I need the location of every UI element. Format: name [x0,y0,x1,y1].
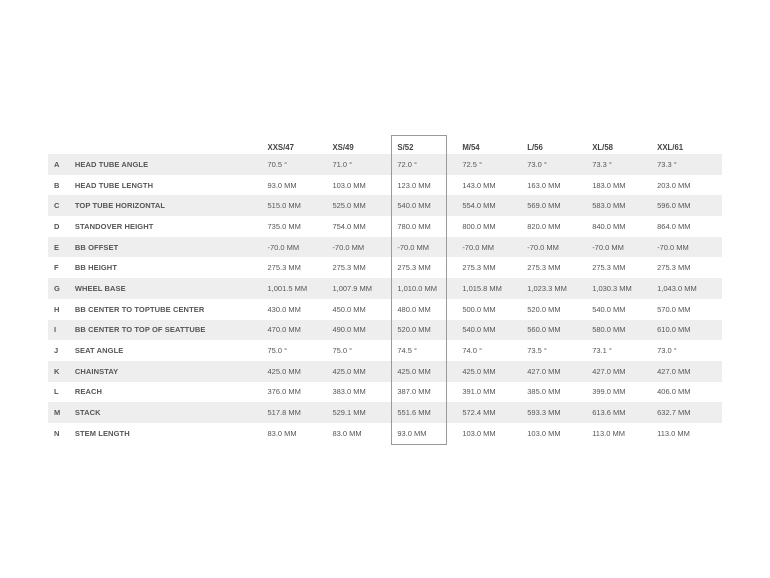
row-letter: C [54,201,60,211]
row-label: HEAD TUBE LENGTH [74,180,154,190]
measurement-cell: 103.0 MM [462,428,496,438]
measurement-cell: 143.0 MM [462,180,496,190]
measurement-cell: 1,010.0 MM [397,283,437,293]
measurement-cell: 427.0 MM [657,366,691,376]
row-letter: J [54,346,59,356]
row-label: SEAT ANGLE [74,346,124,356]
table-row [48,340,722,361]
measurement-cell: 275.3 MM [527,263,561,273]
measurement-cell: 425.0 MM [397,366,431,376]
row-label: BB HEIGHT [74,263,118,273]
measurement-cell: 75.0 ° [332,346,353,356]
table-body [48,154,722,444]
size-header-xs: XS/49 [332,143,354,152]
table-row [48,257,722,278]
measurement-cell: 183.0 MM [592,180,626,190]
measurement-cell: 470.0 MM [267,325,301,335]
measurement-cell: 500.0 MM [462,304,496,314]
measurement-cell: 275.3 MM [462,263,496,273]
table-row [48,175,722,196]
measurement-cell: 72.5 ° [462,159,482,169]
measurement-cell: -70.0 MM [267,242,300,252]
measurement-cell: 551.6 MM [397,408,431,418]
row-letter: N [54,428,60,438]
measurement-cell: 864.0 MM [657,221,691,231]
measurement-cell: 425.0 MM [267,366,301,376]
measurement-cell: 560.0 MM [527,325,561,335]
row-label: REACH [74,387,103,397]
measurement-cell: 103.0 MM [332,180,366,190]
measurement-cell: 399.0 MM [592,387,626,397]
row-label: TOP TUBE HORIZONTAL [74,201,166,211]
measurement-cell: 540.0 MM [397,201,431,211]
measurement-cell: 525.0 MM [332,201,366,211]
measurement-cell: 1,015.8 MM [462,283,502,293]
row-label: BB OFFSET [74,242,119,252]
table-row [48,216,722,237]
measurement-cell: 93.0 MM [267,180,297,190]
measurement-cell: 425.0 MM [332,366,366,376]
table-row [48,299,722,320]
size-header-l: L/56 [527,143,543,152]
row-letter: G [54,283,60,293]
row-label: HEAD TUBE ANGLE [74,159,149,169]
measurement-cell: -70.0 MM [397,242,430,252]
row-label: STEM LENGTH [74,428,130,438]
row-letter: B [54,180,60,190]
measurement-cell: 540.0 MM [592,304,626,314]
measurement-cell: 540.0 MM [462,325,496,335]
measurement-cell: 73.3 ° [657,159,677,169]
measurement-cell: 569.0 MM [527,201,561,211]
measurement-cell: 74.0 ° [462,346,482,356]
row-label: WHEEL BASE [74,283,126,293]
measurement-cell: 75.0 ° [267,346,288,356]
row-letter: E [54,242,60,252]
measurement-cell: 163.0 MM [527,180,561,190]
measurement-cell: 820.0 MM [527,221,561,231]
measurement-cell: 529.1 MM [332,408,366,418]
table-row [48,423,722,444]
measurement-cell: 73.0 ° [527,159,547,169]
table-row [48,382,722,403]
measurement-cell: 73.1 ° [592,346,612,356]
size-header-m: M/54 [462,143,480,152]
measurement-cell: 391.0 MM [462,387,496,397]
measurement-cell: 406.0 MM [657,387,691,397]
size-header-xl: XL/58 [592,143,613,152]
measurement-cell: 275.3 MM [657,263,691,273]
size-header-xxl: XXL/61 [657,143,684,152]
table-row [48,361,722,382]
measurement-cell: -70.0 MM [332,242,365,252]
measurement-cell: 70.5 ° [267,159,288,169]
measurement-cell: 275.3 MM [592,263,626,273]
measurement-cell: 1,001.5 MM [267,283,308,293]
row-letter: A [54,159,60,169]
measurement-cell: 490.0 MM [332,325,366,335]
measurement-cell: -70.0 MM [592,242,624,252]
measurement-cell: 515.0 MM [267,201,301,211]
measurement-cell: 73.0 ° [657,346,677,356]
measurement-cell: 754.0 MM [332,221,366,231]
measurement-cell: 71.0 ° [332,159,353,169]
measurement-cell: 1,043.0 MM [657,283,697,293]
measurement-cell: 275.3 MM [397,263,431,273]
measurement-cell: 427.0 MM [527,366,561,376]
measurement-cell: 387.0 MM [397,387,431,397]
table-row [48,195,722,216]
measurement-cell: -70.0 MM [657,242,689,252]
measurement-cell: 520.0 MM [527,304,561,314]
measurement-cell: 480.0 MM [397,304,431,314]
measurement-cell: 583.0 MM [592,201,626,211]
measurement-cell: 1,023.3 MM [527,283,567,293]
measurement-cell: 610.0 MM [657,325,691,335]
row-letter: H [54,304,60,314]
measurement-cell: 1,030.3 MM [592,283,632,293]
row-label: STACK [74,408,101,418]
row-letter: L [54,387,59,397]
measurement-cell: 580.0 MM [592,325,626,335]
row-label: CHAINSTAY [74,366,119,376]
measurement-cell: 800.0 MM [462,221,496,231]
measurement-cell: 73.5 ° [527,346,547,356]
row-letter: M [54,408,61,418]
measurement-cell: 376.0 MM [267,387,301,397]
measurement-cell: 113.0 MM [657,428,690,438]
table-row [48,402,722,423]
measurement-cell: 83.0 MM [332,428,362,438]
measurement-cell: 840.0 MM [592,221,626,231]
measurement-cell: 113.0 MM [592,428,625,438]
measurement-cell: 632.7 MM [657,408,691,418]
measurement-cell: 103.0 MM [527,428,561,438]
measurement-cell: 520.0 MM [397,325,431,335]
measurement-cell: 72.0 ° [397,159,418,169]
size-header-xxs: XXS/47 [267,143,294,152]
row-label: BB CENTER TO TOP OF SEATTUBE [74,325,206,335]
row-letter: K [54,366,60,376]
measurement-cell: 735.0 MM [267,221,301,231]
table-row [48,237,722,258]
measurement-cell: 385.0 MM [527,387,561,397]
measurement-cell: 1,007.9 MM [332,283,373,293]
table-header-row [48,133,722,154]
row-letter: D [54,221,60,231]
measurement-cell: 275.3 MM [332,263,366,273]
measurement-cell: 275.3 MM [267,263,301,273]
table-row [48,320,722,341]
table-row [48,154,722,175]
measurement-cell: 74.5 ° [397,346,418,356]
measurement-cell: 73.3 ° [592,159,612,169]
measurement-cell: -70.0 MM [462,242,494,252]
row-label: STANDOVER HEIGHT [74,221,154,231]
measurement-cell: 572.4 MM [462,408,496,418]
measurement-cell: 383.0 MM [332,387,366,397]
row-letter: F [54,263,59,273]
measurement-cell: 83.0 MM [267,428,297,438]
measurement-cell: 613.6 MM [592,408,626,418]
measurement-cell: 517.8 MM [267,408,301,418]
measurement-cell: 554.0 MM [462,201,496,211]
measurement-cell: 427.0 MM [592,366,626,376]
row-label: BB CENTER TO TOPTUBE CENTER [74,304,205,314]
measurement-cell: 596.0 MM [657,201,691,211]
measurement-cell: 593.3 MM [527,408,561,418]
measurement-cell: 570.0 MM [657,304,691,314]
size-header-s: S/52 [397,143,414,152]
measurement-cell: 93.0 MM [397,428,427,438]
row-letter: I [54,325,57,335]
geometry-table [48,133,722,444]
measurement-cell: -70.0 MM [527,242,559,252]
measurement-cell: 123.0 MM [397,180,431,190]
measurement-cell: 425.0 MM [462,366,496,376]
measurement-cell: 450.0 MM [332,304,366,314]
table-row [48,278,722,299]
measurement-cell: 430.0 MM [267,304,301,314]
measurement-cell: 203.0 MM [657,180,691,190]
measurement-cell: 780.0 MM [397,221,431,231]
